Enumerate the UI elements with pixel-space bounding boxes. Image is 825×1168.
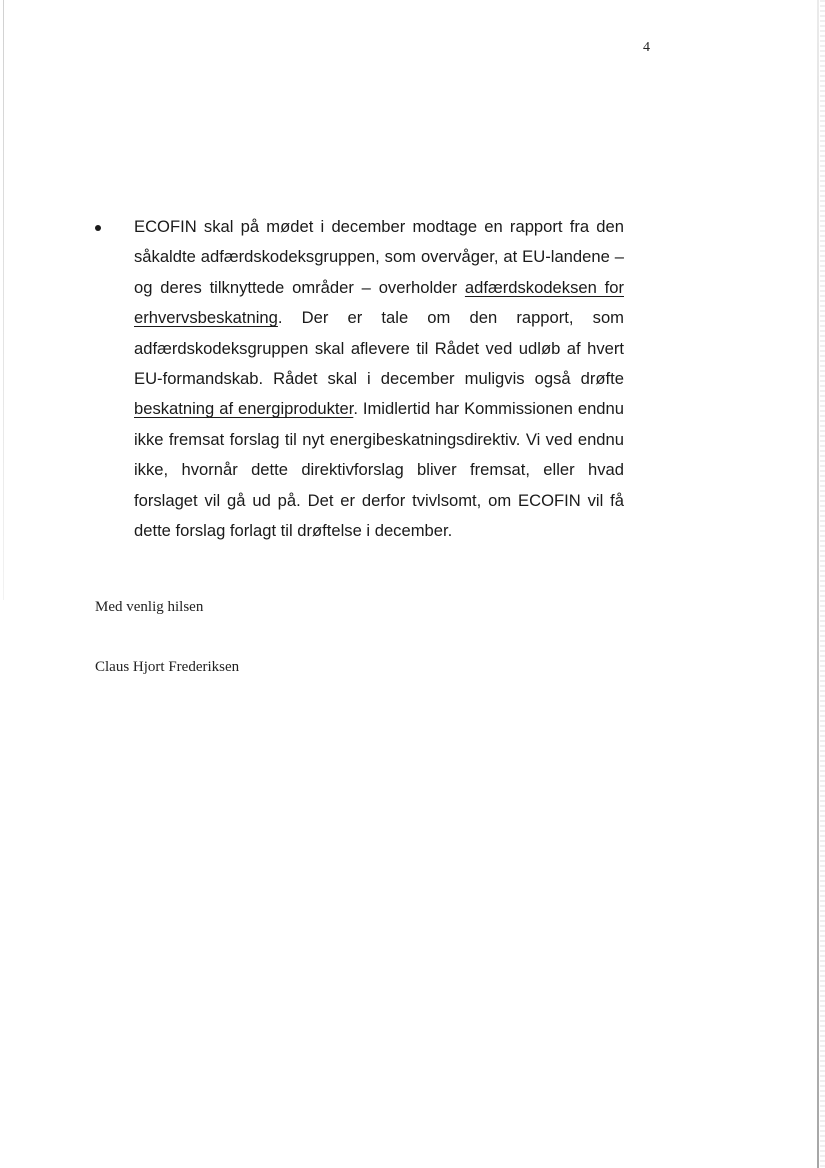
bullet-paragraph	[95, 212, 635, 546]
scan-edge-right	[817, 0, 819, 1168]
page-number: 4	[643, 40, 650, 55]
scan-edge-left	[3, 0, 4, 600]
signature-name: Claus Hjort Frederiksen	[95, 659, 240, 675]
bullet-text-part-3: . Imidlertid har Kommissionen endnu ikke fremsat forslag til nyt energibeskatningsdirektiv. Vi ved endnu ikke, hvornår dette direktivforslag bliver fremsat, eller hvad forslaget vil gå ud på. Det er derfor tvivlsomt, om ECOFIN vil få dette forslag forlagt til drøftelse i december.	[134, 399, 624, 541]
underlined-term-energy-taxation: beskatning af energiprodukter	[134, 399, 354, 419]
closing-salutation: Med venlig hilsen	[95, 599, 204, 615]
underlined-term-code-of-conduct: adfærdskodeksen for erhvervsbeskatning	[134, 277, 624, 328]
bullet-text	[134, 212, 624, 546]
bullet-icon	[95, 225, 101, 231]
bullet-text-part-1: ECOFIN skal på mødet i december modtage en rapport fra den såkaldte adfærdskodeksgruppen, som overvåger, at EU-landene – og deres tilknyttede områder – overholder	[134, 217, 624, 297]
bullet-text-part-2: . Der er tale om den rapport, som adfærdskodeksgruppen skal aflevere til Rådet ved udløb af hvert EU-formandskab. Rådet skal i december muligvis også drøfte	[134, 308, 624, 389]
scan-edge-shading	[820, 0, 825, 1168]
